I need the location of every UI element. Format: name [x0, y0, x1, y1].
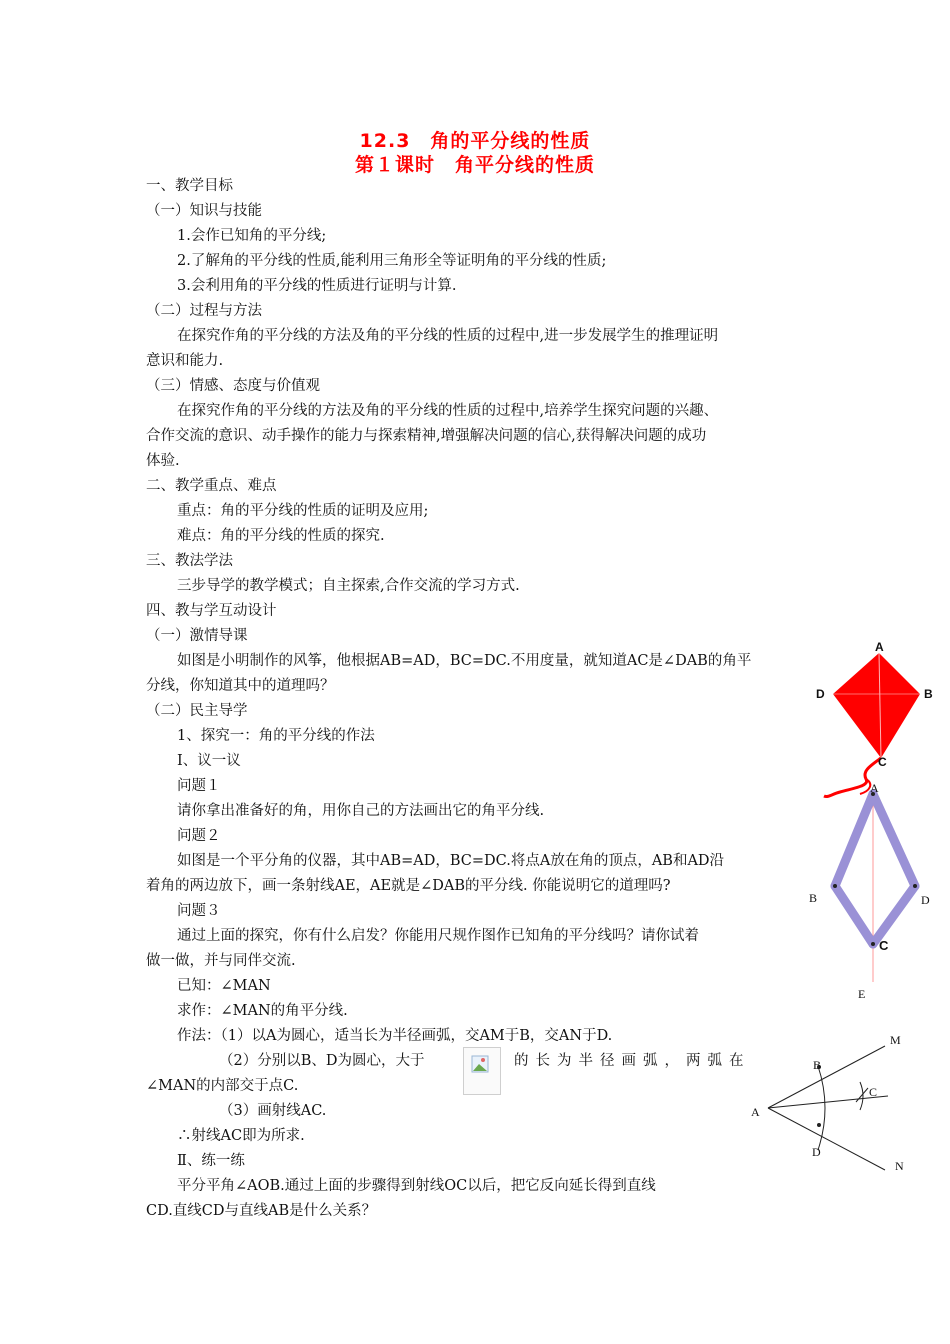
kite-label-b: B — [924, 687, 933, 701]
text-line: 合作交流的意识、动手操作的能力与探索精神,增强解决问题的信心,获得解决问题的成功 — [146, 428, 707, 444]
subsection-heading: （二）过程与方法 — [146, 303, 262, 319]
text-line: 问题３ — [177, 903, 221, 919]
kite-label-a: A — [875, 640, 884, 654]
instrument-label-a: A — [870, 782, 879, 795]
text-line: Ⅰ、议一议 — [177, 753, 241, 769]
text-line: 难点：角的平分线的性质的探究. — [177, 528, 385, 544]
text-line: 平分平角∠AOB.通过上面的步骤得到射线OC以后，把它反向延长得到直线 — [177, 1178, 656, 1194]
subsection-heading: （一）知识与技能 — [146, 203, 262, 219]
text-line: 求作：∠MAN的角平分线. — [177, 1003, 348, 1019]
instrument-label-d: D — [921, 893, 930, 907]
kite-figure — [810, 636, 940, 806]
text-line: 3.会利用角的平分线的性质进行证明与计算. — [177, 278, 457, 294]
text-line: 在探究作角的平分线的方法及角的平分线的性质的过程中,培养学生探究问题的兴趣、 — [177, 403, 719, 419]
text-line: 重点：角的平分线的性质的证明及应用; — [177, 503, 429, 519]
text-line: 的长为半径画弧，两弧在 — [514, 1053, 751, 1069]
document-subtitle: 第１课时 角平分线的性质 — [354, 154, 595, 176]
subsection-heading: （一）激情导课 — [146, 628, 248, 644]
instrument-label-c: C — [879, 938, 889, 953]
subsection-heading: （三）情感、态度与价值观 — [146, 378, 320, 394]
construction-label-n: N — [895, 1159, 904, 1173]
text-line: （2）分别以B、D为圆心，大于 — [219, 1053, 425, 1069]
text-line: 体验. — [146, 453, 180, 469]
text-line: Ⅱ、练一练 — [177, 1153, 245, 1169]
text-line: ∠MAN的内部交于点C. — [146, 1078, 299, 1094]
text-line: （3）画射线AC. — [219, 1103, 327, 1119]
construction-figure — [740, 1024, 940, 1184]
text-line: 在探究作角的平分线的方法及角的平分线的性质的过程中,进一步发展学生的推理证明 — [177, 328, 719, 344]
text-line: 如图是小明制作的风筝，他根据AB=AD，BC=DC.不用度量，就知道AC是∠DAB的角平 — [177, 653, 752, 669]
construction-label-m: M — [890, 1033, 901, 1047]
text-line: 三步导学的教学模式；自主探索,合作交流的学习方式. — [177, 578, 520, 594]
text-line: 问题１ — [177, 778, 221, 794]
text-line: 分线，你知道其中的道理吗？ — [146, 678, 335, 694]
section-heading: 三、教法学法 — [146, 553, 233, 569]
construction-label-b: B — [813, 1058, 822, 1072]
section-heading: 一、教学目标 — [146, 178, 233, 194]
text-line: CD.直线CD与直线AB是什么关系？ — [146, 1203, 377, 1219]
text-line: 意识和能力. — [146, 353, 224, 369]
section-heading: 二、教学重点、难点 — [146, 478, 277, 494]
text-line: 已知：∠MAN — [177, 978, 271, 994]
kite-label-c: C — [878, 755, 887, 769]
text-line: 请你拿出准备好的角，用你自己的方法画出它的角平分线. — [177, 803, 545, 819]
bisector-instrument-figure — [800, 782, 940, 1004]
text-line: 作法：（1）以A为圆心，适当长为半径画弧，交AM于B，交AN于D. — [177, 1028, 613, 1044]
document-title: 12.3 角的平分线的性质 — [359, 130, 591, 152]
instrument-label-b: B — [809, 891, 818, 905]
text-line: 做一做，并与同伴交流. — [146, 953, 296, 969]
construction-label-d: D — [812, 1145, 821, 1159]
kite-label-d: D — [816, 687, 825, 701]
text-line: 着角的两边放下，画一条射线AE，AE就是∠DAB的平分线. 你能说明它的道理吗? — [146, 878, 671, 894]
text-line: 如图是一个平分角的仪器，其中AB=AD，BC=DC.将点A放在角的顶点，AB和AD沿 — [177, 853, 725, 869]
construction-label-a: A — [751, 1105, 760, 1119]
text-line: 通过上面的探究，你有什么启发？你能用尺规作图作已知角的平分线吗？请你试着 — [177, 928, 699, 944]
construction-label-c: C — [869, 1085, 878, 1099]
text-line: 问题２ — [177, 828, 221, 844]
text-line: 1.会作已知角的平分线; — [177, 228, 327, 244]
broken-image-icon — [463, 1047, 501, 1095]
text-line: 1、探究一：角的平分线的作法 — [177, 728, 375, 744]
subsection-heading: （二）民主导学 — [146, 703, 248, 719]
section-heading: 四、教与学互动设计 — [146, 603, 277, 619]
instrument-label-e: E — [858, 987, 866, 1001]
text-line: ∴射线AC即为所求. — [177, 1128, 305, 1144]
text-line: 2.了解角的平分线的性质,能利用三角形全等证明角的平分线的性质; — [177, 253, 607, 269]
